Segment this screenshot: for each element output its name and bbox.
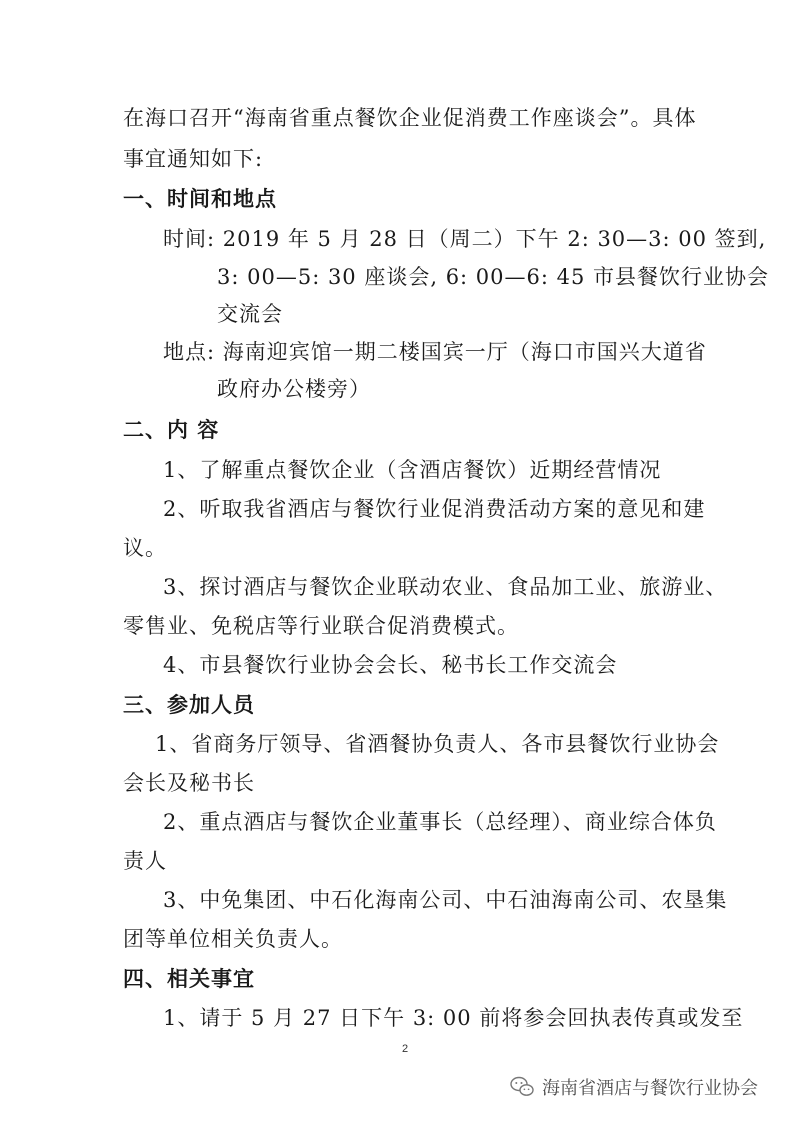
page-number: 2 [402,1043,409,1055]
time-line-3: 交流会 [217,302,283,326]
content-item-2-line-2: 议。 [123,536,167,560]
watermark [510,1072,758,1102]
related-item-1-line-1: 1、请于 5 月 27 日下午 3: 00 前将参会回执表传真或发至 [163,1006,744,1030]
place-line-1: 地点: 海南迎宾馆一期二楼国宾一厅（海口市国兴大道省 [163,340,707,364]
attendees-item-1-line-2: 会长及秘书长 [123,771,255,795]
content-item-4: 4、市县餐饮行业协会会长、秘书长工作交流会 [163,653,618,677]
attendees-item-3-line-2: 团等单位相关负责人。 [123,927,343,951]
section-heading-related-matters: 四、相关事宜 [123,967,255,991]
content-item-1: 1、了解重点餐饮企业（含酒店餐饮）近期经营情况 [163,458,662,482]
section-heading-attendees: 三、参加人员 [123,693,255,717]
content-item-3-line-1: 3、探讨酒店与餐饮企业联动农业、食品加工业、旅游业、 [163,575,728,599]
attendees-item-3-line-1: 3、中免集团、中石化海南公司、中石油海南公司、农垦集 [163,888,728,912]
wechat-icon [510,1076,534,1098]
content-item-3-line-2: 零售业、免税店等行业联合促消费模式。 [123,614,519,638]
place-line-2: 政府办公楼旁） [217,377,371,401]
section-heading-content: 二、内 容 [123,418,220,442]
time-line-2: 3: 00—5: 30 座谈会, 6: 00—6: 45 市县餐饮行业协会 [217,265,770,289]
section-heading-time-place: 一、时间和地点 [123,187,277,211]
watermark-text: 海南省酒店与餐饮行业协会 [542,1078,758,1099]
intro-line-2: 事宜通知如下: [123,147,264,171]
intro-line-1: 在海口召开“海南省重点餐饮企业促消费工作座谈会”。具体 [123,106,697,130]
attendees-item-1-line-1: 1、省商务厅领导、省酒餐协负责人、各市县餐饮行业协会 [155,732,720,756]
attendees-item-2-line-2: 责人 [123,849,167,873]
content-item-2-line-1: 2、听取我省酒店与餐饮行业促消费活动方案的意见和建 [163,497,706,521]
time-line-1: 时间: 2019 年 5 月 28 日（周二）下午 2: 30—3: 00 签到, [163,227,767,251]
attendees-item-2-line-1: 2、重点酒店与餐饮企业董事长（总经理）、商业综合体负 [163,810,717,834]
